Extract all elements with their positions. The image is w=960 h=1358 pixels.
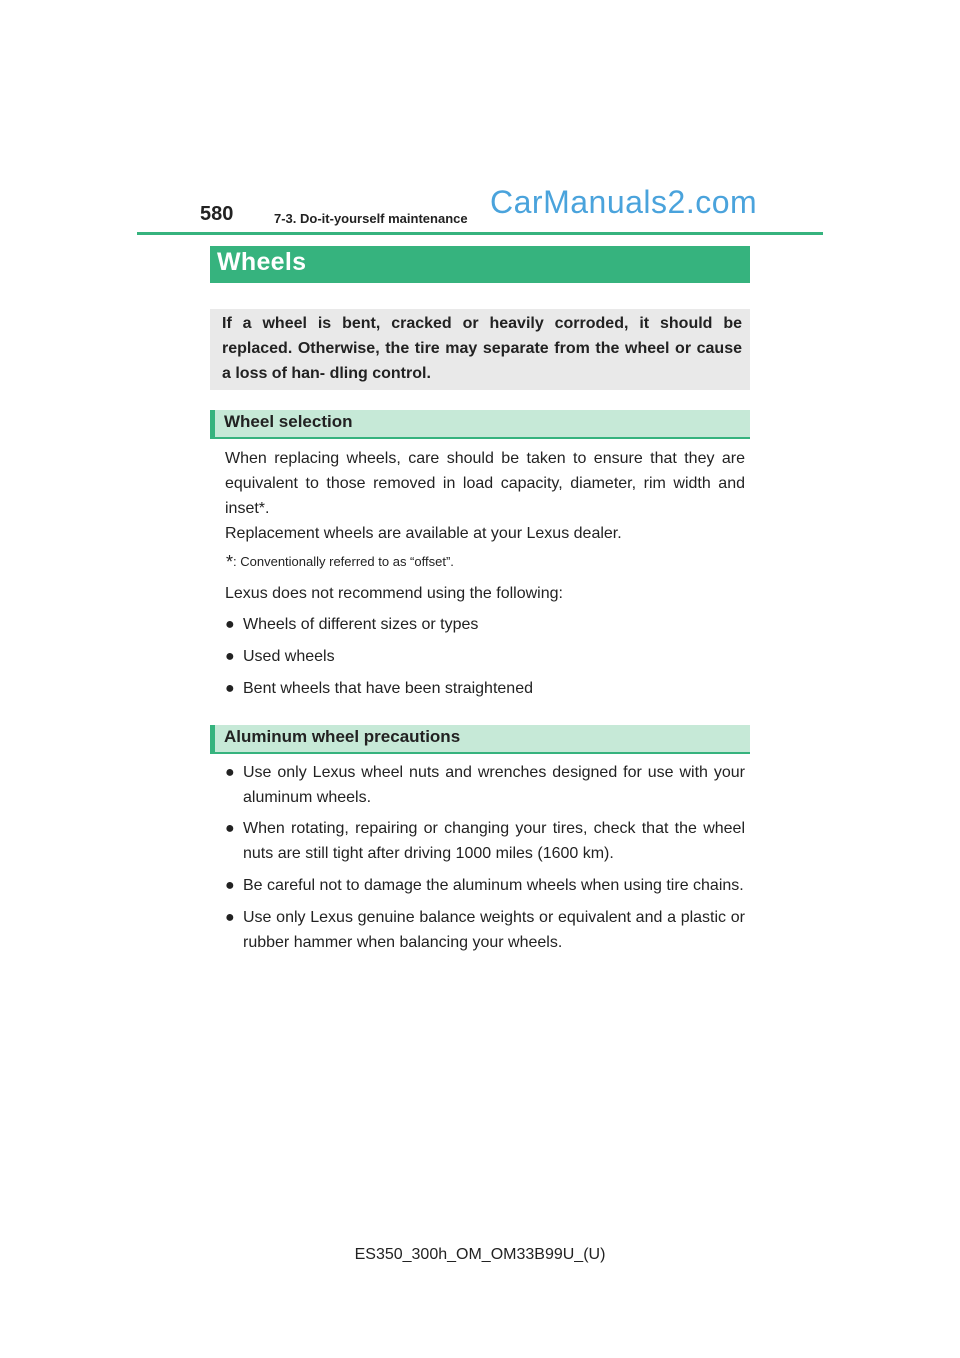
list-item bbox=[225, 873, 745, 898]
list-item-text: Be careful not to damage the aluminum wheels when using tire chains. bbox=[243, 877, 744, 894]
footnote-star: * bbox=[226, 552, 234, 572]
list-item-text: Wheels of different sizes or types bbox=[243, 616, 479, 633]
page-title: Wheels bbox=[217, 248, 307, 276]
list-item bbox=[225, 612, 745, 637]
list-item bbox=[225, 644, 745, 669]
intro-text: If a wheel is bent, cracked or heavily corroded, it should be replaced. Otherwise, the tire may separate from the wheel or cause a loss of han- dling control. bbox=[222, 315, 742, 382]
intro-box bbox=[210, 309, 750, 390]
footer-doc-id: ES350_300h_OM_OM33B99U_(U) bbox=[354, 1246, 606, 1263]
wheel-selection-paragraph-1: When replacing wheels, care should be taken to ensure that they are equivalent to those removed in load capacity, diameter, rim width and inset*. bbox=[225, 450, 745, 517]
bullet-icon: ● bbox=[225, 909, 235, 926]
not-recommend-text: Lexus does not recommend using the following: bbox=[225, 585, 563, 602]
aluminum-heading: Aluminum wheel precautions bbox=[224, 727, 461, 746]
section-reference: 7-3. Do-it-yourself maintenance bbox=[274, 211, 468, 226]
wheel-selection-heading: Wheel selection bbox=[224, 412, 353, 431]
title-bar bbox=[210, 246, 750, 283]
watermark-logo[interactable]: CarManuals2.com bbox=[490, 184, 758, 220]
wheel-selection-header bbox=[210, 410, 750, 439]
list-item bbox=[225, 816, 745, 866]
header-rule bbox=[137, 232, 823, 235]
list-item bbox=[225, 905, 745, 955]
list-item-text: Use only Lexus wheel nuts and wrenches designed for use with your aluminum wheels. bbox=[243, 764, 745, 806]
bullet-icon: ● bbox=[225, 648, 235, 665]
list-item bbox=[225, 676, 745, 701]
bullet-icon: ● bbox=[225, 680, 235, 697]
bullet-icon: ● bbox=[225, 820, 235, 837]
list-item bbox=[225, 760, 745, 810]
aluminum-header bbox=[210, 725, 750, 754]
list-item-text: Used wheels bbox=[243, 648, 335, 665]
bullet-icon: ● bbox=[225, 764, 235, 781]
list-item-text: When rotating, repairing or changing your tires, check that the wheel nuts are still tight after driving 1000 miles (1600 km). bbox=[243, 820, 745, 862]
list-item-text: Use only Lexus genuine balance weights or equivalent and a plastic or rubber hammer when balancing your wheels. bbox=[243, 909, 745, 951]
footnote-text: : Conventionally referred to as “offset”. bbox=[233, 554, 454, 569]
bullet-icon: ● bbox=[225, 877, 235, 894]
list-item-text: Bent wheels that have been straightened bbox=[243, 680, 533, 697]
wheel-selection-paragraph-2: Replacement wheels are available at your Lexus dealer. bbox=[225, 525, 622, 542]
page-number: 580 bbox=[200, 203, 234, 225]
footnote bbox=[226, 552, 454, 573]
bullet-icon: ● bbox=[225, 616, 235, 633]
